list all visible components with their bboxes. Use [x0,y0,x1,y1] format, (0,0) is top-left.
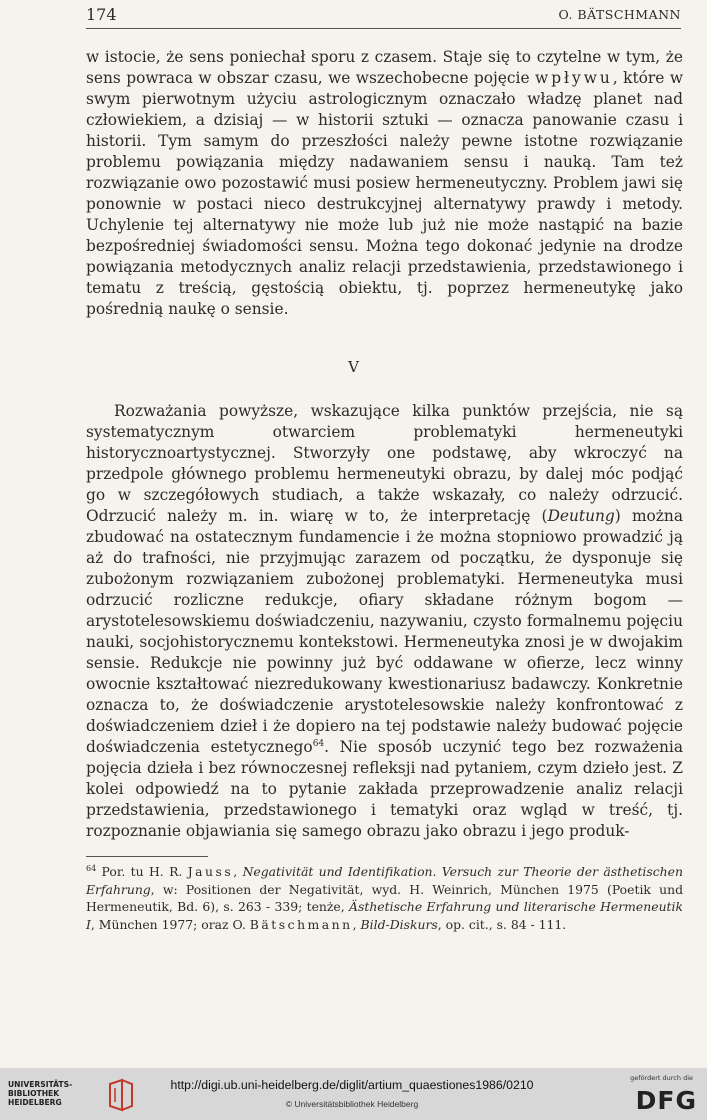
viewer-footer [0,1068,707,1120]
running-head: O. BÄTSCHMANN [558,7,681,22]
footnote-reference: 64 [312,738,325,749]
library-emblem-icon [106,1078,136,1112]
footnote-rule [86,856,208,857]
copyright-notice: © Universitätsbibliothek Heidelberg [285,1099,419,1109]
page-header [86,5,681,27]
header-rule [86,28,681,29]
paragraph-section-v: Rozważania powyższe, wskazujące kilka punktów przejścia, nie są systematycznym otwarciem problematyki hermeneutyki historycznoartystycznej. Stworzyły one podstawę, aby wkroczyć na przedpole głównego problemu hermeneutyki obrazu, by dalej móc podjąć go w szczegółowych studiach, a także wskazały, co należy odrzucić. Odrzucić należy m. in. wiarę w to, że interpretację (Deutung) można zbudować na ostatecznym fundamencie i że można stopniowo prowadzić ją aż do trafności, nie przyjmując zarazem od początku, że dysponuje się zubożonym rozwiązaniem zubożonej problematyki. Hermeneutyka musi odrzucić rozliczne redukcje, ofiary składane różnym bogom — arystotelesowskiemu doświadczeniu, nazywaniu, czysto formalnemu pojęciu nauki, socjohistorycznemu kontekstowi. Hermeneutyka znosi je w dwojakim sensie. Redukcje nie powinny już być oddawane w ofierze, lecz winny owocnie kształtować niezredukowany kwestionariusz badawczy. Konkretnie oznacza to, że doświadczenie arystotelesowskie należy konfrontować z doświadczeniem dzieł i że dopiero na tej podstawie należy budować pojęcie doświadczenia estetycznego$^{64}$. Nie sposób uczynić tego bez rozważenia pojęcia dzieła i bez równoczesnej refleksji nad pytaniem, czym dzieło jest. Z kolei odpowiedź na to pytanie zakłada przeprowadzenie analiz relacji przedstawienia, przedstawionego i tematyki oraz wgląd w treść, tj. rozpoznanie objawiania się samego obrazu jako obrazu i jego produk- [86,402,683,840]
funding-label: gefördert durch die [630,1074,693,1082]
paragraph-continuation: w istocie, że sens poniechał sporu z czasem. Staje się to czytelne w tym, że sens powraca w obszar czasu, we wszechobecne pojęcie wpływu, które w swym pierwotnym użyciu astrologicznym oznaczało władzę planet nad człowiekiem, a dzisiaj — w historii sztuki — oznacza panowanie czasu i historii. Tym samym do przeszłości należy pewne istotne rozwiązanie problemu powiązania między nadawaniem sensu i nauką. Tam też rozwiązanie owo pozostawić musi posiew hermeneutyczny. Problem jawi się ponownie w postaci nieco destrukcyjnej alternatywy prawdy i metody. Uchylenie tej alternatywy nie może lub już nie może nastąpić na bazie bezpośredniej świadomości sensu. Można tego dokonać jedynie na drodze powiązania metodycznych analiz relacji przedstawienia, przedstawionego i tematu z treścią, gęstością obiektu, tj. poprzez hermeneutykę jako pośrednią naukę o sensie. [86,48,683,318]
source-url-link[interactable]: http://digi.ub.uni-heidelberg.de/diglit/artium_quaestiones1986/0210 [170,1078,534,1092]
italic-term: Deutung [547,507,615,525]
spaced-term: wpływu [535,69,613,87]
library-logo[interactable]: UNIVERSITÄTS- BIBLIOTHEK HEIDELBERG [8,1080,73,1107]
page-number: 174 [86,5,117,24]
footnote-64: $^{64}$ Por. tu H. R. Jauss, Negativität und Identifikation. Versuch zur Theorie der ästhetischen Erfahrung, w: Positionen der Negativität, wyd. H. Weinrich, München 1975 (Poetik und Hermeneutik, Bd. 6), s. 263 - 339; tenże, Ästhetische Erfahrung und literarische Hermeneutik I, München 1977; oraz O. Bätschmann, Bild-Diskurs, op. cit., s. 84 - 111. [86,863,683,932]
section-numeral: V [348,358,359,376]
dfg-logo[interactable]: DFG [635,1086,697,1115]
